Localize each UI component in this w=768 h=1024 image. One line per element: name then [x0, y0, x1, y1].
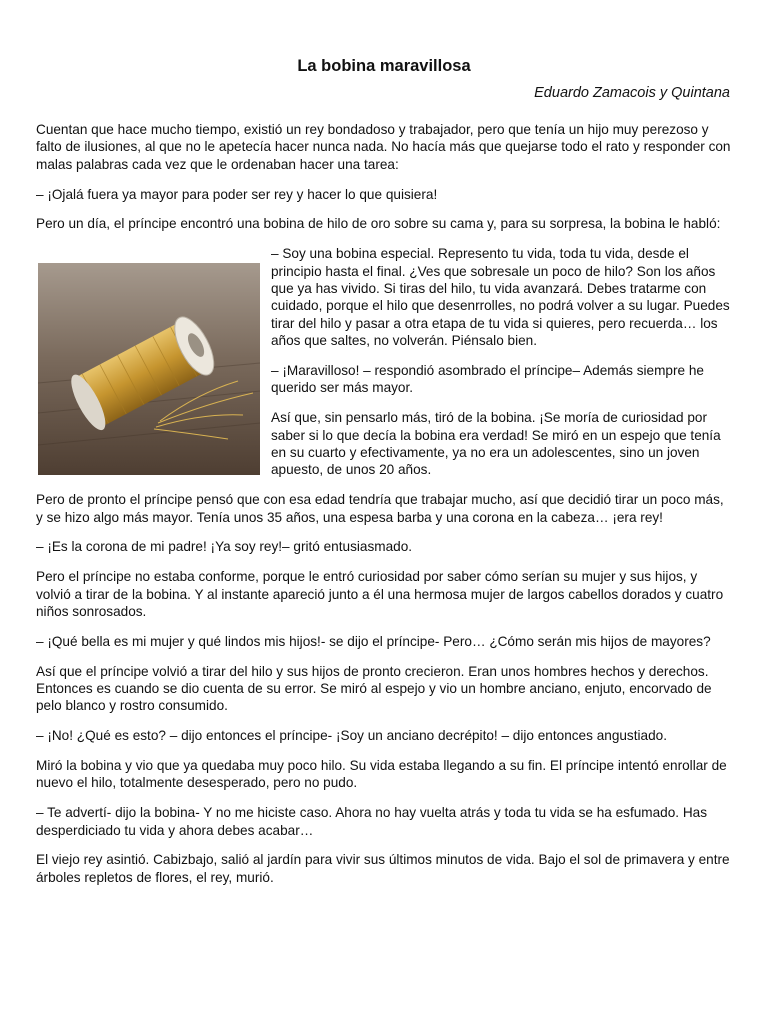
- story-body: [36, 121, 731, 899]
- paragraph: Pero un día, el príncipe encontró una bobina de hilo de oro sobre su cama y, para su sorpresa, la bobina le habló:: [36, 216, 721, 232]
- paragraph: – ¡Ojalá fuera ya mayor para poder ser rey y hacer lo que quisiera!: [36, 186, 438, 202]
- paragraph: Pero de pronto el príncipe pensó que con esa edad tendría que trabajar mucho, así que decidió tirar un poco más, y se hizo algo más mayor. Tenía unos 35 años, una espesa barba y una corona en la cabeza… ¡era rey!: [36, 492, 724, 525]
- paragraph: El viejo rey asintió. Cabizbajo, salió al jardín para vivir sus últimos minutos de vida. Bajo el sol de primavera y entre árboles repletos de flores, el rey, murió.: [36, 852, 730, 885]
- paragraph: Así que, sin pensarlo más, tiró de la bobina. ¡Se moría de curiosidad por saber si lo que decía la bobina era verdad! Se miró en un espejo que tenía en su cuarto y efectivamente, ya no era un adolescentes, sino un joven apuesto, de unos 20 años.: [271, 410, 721, 478]
- thread-spool-image: [38, 263, 260, 475]
- paragraph: – Soy una bobina especial. Represento tu vida, toda tu vida, desde el principio hasta el final. ¿Ves que sobresale un poco de hilo? Son los años que ya has vivido. Si tiras del hilo, tu vida avanzará. Debes tratarme con cuidado, porque el hilo que desenrrolles, no podrá volver a su lugar. Puedes tirar del hilo y pasar a otra etapa de tu vida si quieres, pero recuerda… los años que saltes, no volverán. Piénsalo bien.: [271, 246, 730, 349]
- paragraph: – ¡Qué bella es mi mujer y qué lindos mis hijos!- se dijo el príncipe- Pero… ¿Cómo serán mis hijos de mayores?: [36, 633, 711, 649]
- paragraph: Así que el príncipe volvió a tirar del hilo y sus hijos de pronto crecieron. Eran unos hombres hechos y derechos. Entonces es cuando se dio cuenta de su error. Se miró al espejo y vio un hombre anciano, enjuto, encorvado de pelo blanco y rostro consumido.: [36, 663, 712, 714]
- story-title: La bobina maravillosa: [297, 57, 471, 75]
- paragraph: Pero el príncipe no estaba conforme, porque le entró curiosidad por saber cómo serían su mujer y sus hijos, y volvió a tirar de la bobina. Y al instante apareció junto a él una hermosa mujer de largos cabellos dorados y cuatro niños sonrosados.: [36, 569, 724, 620]
- paragraph: – ¡Maravilloso! – respondió asombrado el príncipe– Además siempre he querido ser más mayor.: [271, 363, 704, 396]
- paragraph: Cuentan que hace mucho tiempo, existió un rey bondadoso y trabajador, pero que tenía un hijo muy perezoso y falto de ilusiones, al que no le apetecía hacer nunca nada. No hacía más que quejarse todo el rato y responder con malas palabras cada vez que le ordenaban hacer una tarea:: [36, 122, 731, 172]
- paragraph: – ¡No! ¿Qué es esto? – dijo entonces el príncipe- ¡Soy un anciano decrépito! – dijo entonces angustiado.: [36, 728, 667, 744]
- story-author: Eduardo Zamacois y Quintana: [534, 85, 730, 101]
- paragraph: Miró la bobina y vio que ya quedaba muy poco hilo. Su vida estaba llegando a su fin. El príncipe intentó enrollar de nuevo el hilo, totalmente desesperado, pero no pudo.: [36, 758, 727, 791]
- paragraph: – ¡Es la corona de mi padre! ¡Ya soy rey!– gritó entusiasmado.: [36, 539, 413, 555]
- paragraph: – Te advertí- dijo la bobina- Y no me hiciste caso. Ahora no hay vuelta atrás y toda tu vida se ha esfumado. Has desperdiciado tu vida y ahora debes acabar…: [36, 805, 708, 838]
